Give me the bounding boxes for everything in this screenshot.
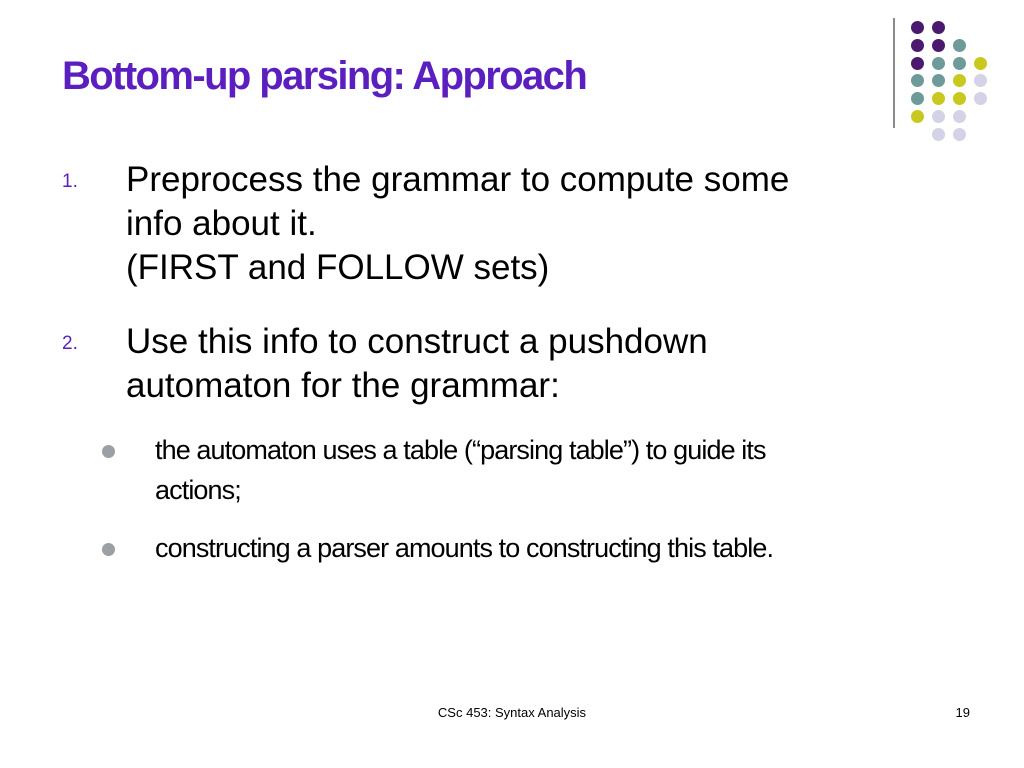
decorative-dot-grid	[903, 18, 1013, 138]
item-line: Preprocess the grammar to compute some	[126, 160, 790, 199]
decorative-dot	[932, 128, 945, 141]
bullet-text	[155, 528, 915, 568]
footer-course-label: CSc 453: Syntax Analysis	[437, 705, 587, 720]
item-line: info about it.	[126, 204, 317, 243]
footer-page-number: 19	[955, 705, 970, 720]
decorative-dot	[932, 110, 945, 123]
item-number: 1.	[62, 171, 78, 192]
decorative-dot	[932, 39, 945, 52]
item-number: 2.	[62, 333, 78, 354]
item-line: Use this info to construct a pushdown	[126, 322, 708, 361]
decorative-dot	[911, 21, 924, 34]
decorative-dot	[953, 74, 966, 87]
bullet-icon	[102, 543, 115, 556]
decorative-dot	[974, 74, 987, 87]
decorative-dot	[953, 92, 966, 105]
bullet-icon	[102, 445, 115, 458]
decorative-dot	[932, 57, 945, 70]
decorative-dot	[953, 57, 966, 70]
bullet-line: the automaton uses a table (“parsing table”) to guide its	[155, 435, 766, 465]
bullet-line: actions;	[155, 475, 241, 505]
decorative-dot	[953, 128, 966, 141]
slide-title: Bottom-up parsing: Approach	[62, 54, 587, 98]
decorative-dot	[911, 110, 924, 123]
decorative-dot	[974, 57, 987, 70]
decorative-dot	[911, 74, 924, 87]
decorative-dot	[953, 110, 966, 123]
decorative-dot	[911, 92, 924, 105]
decorative-divider	[893, 18, 895, 128]
decorative-dot	[911, 39, 924, 52]
decorative-dot	[932, 92, 945, 105]
decorative-dot	[911, 57, 924, 70]
bullet-line: constructing a parser amounts to constructing this table.	[155, 533, 774, 563]
item-line: (FIRST and FOLLOW sets)	[126, 248, 550, 287]
item-text	[126, 158, 956, 290]
decorative-dot	[932, 21, 945, 34]
decorative-dot	[974, 92, 987, 105]
decorative-dot	[932, 74, 945, 87]
bullet-text	[155, 430, 915, 510]
item-line: automaton for the grammar:	[126, 366, 560, 405]
decorative-dot	[953, 39, 966, 52]
item-text	[126, 320, 956, 408]
